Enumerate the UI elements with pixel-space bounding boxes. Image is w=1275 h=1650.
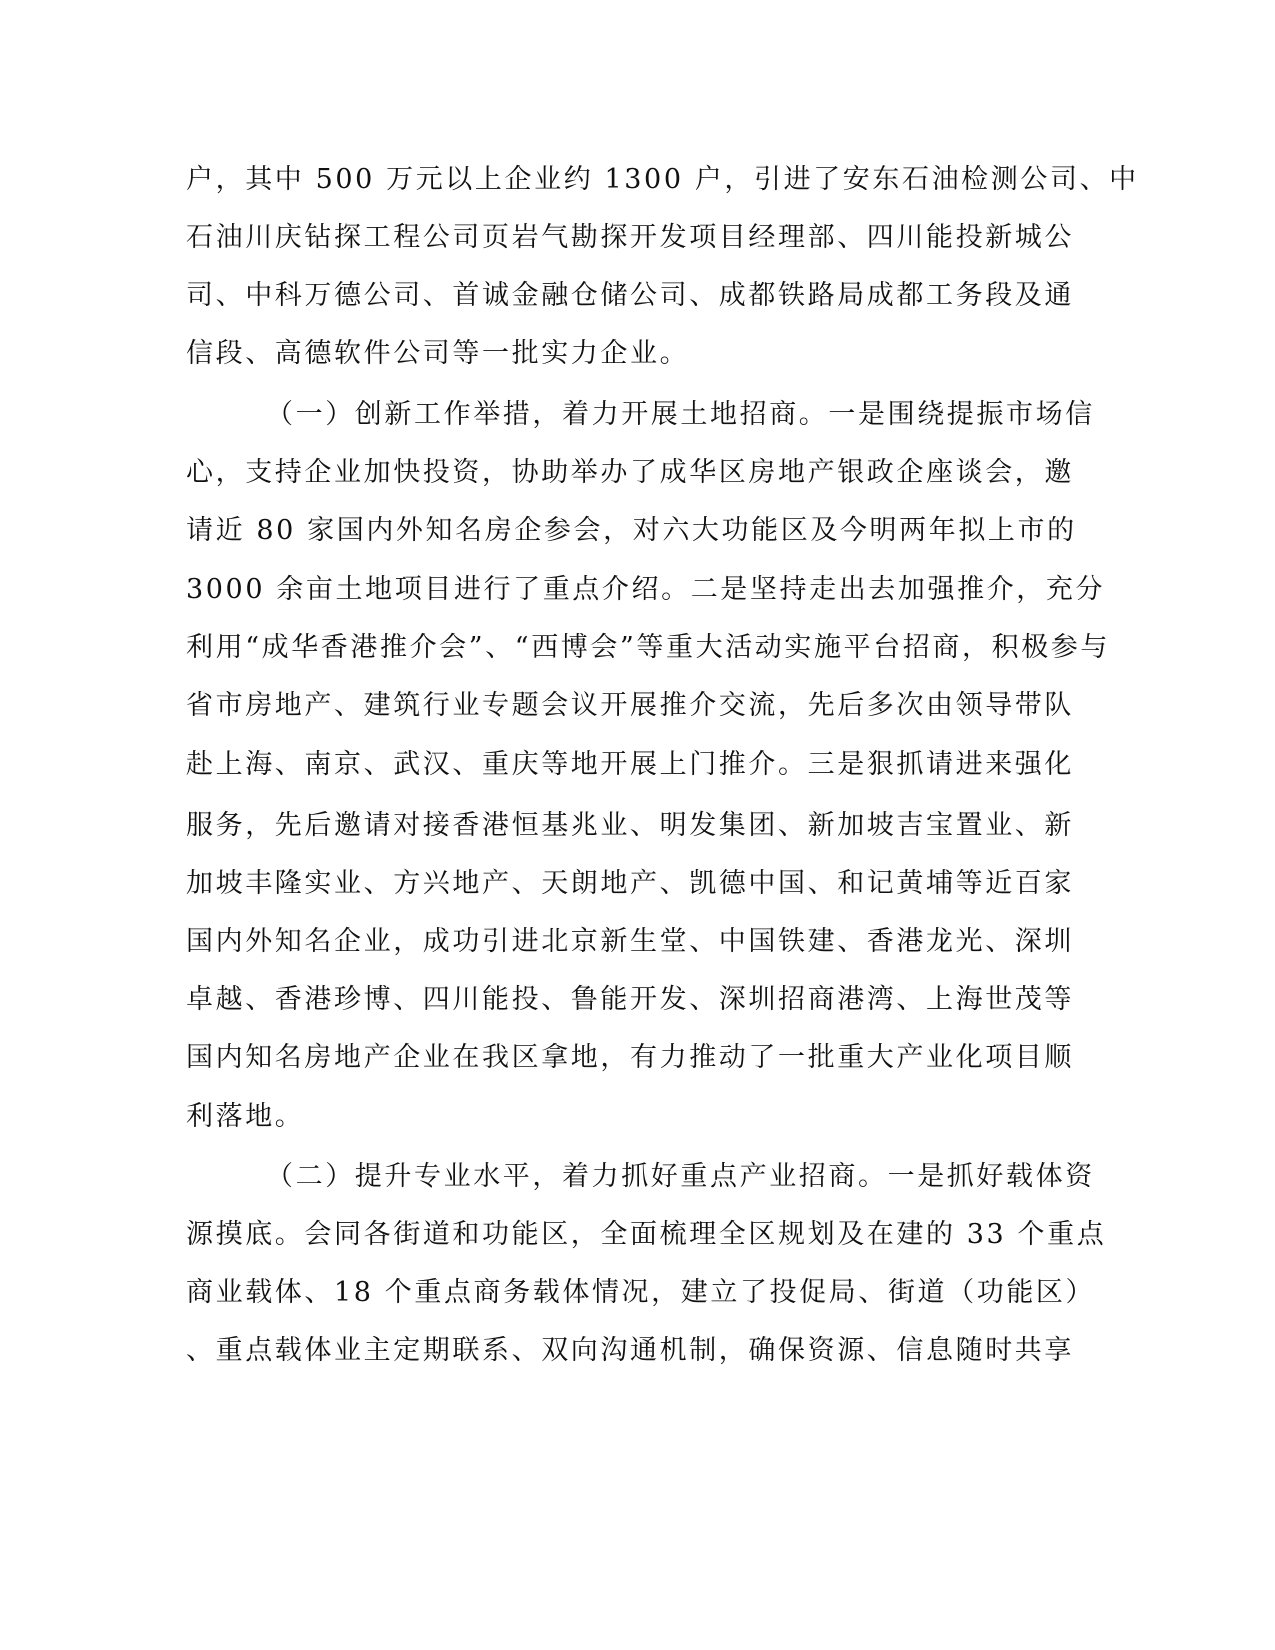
text-line: 利落地。	[186, 1101, 305, 1132]
text-line: 赴上海、南京、武汉、重庆等地开展上门推介。三是狠抓请进来强化	[186, 749, 1074, 780]
paragraph-2-first-line: （二）提升专业水平，着力抓好重点产业招商。一是抓好载体资	[266, 1161, 1095, 1192]
text-line: 省市房地产、建筑行业专题会议开展推介交流，先后多次由领导带队	[186, 690, 1074, 721]
text-line: 心，支持企业加快投资，协助举办了成华区房地产银政企座谈会，邀	[186, 457, 1074, 488]
paragraph-1-first-line: （一）创新工作举措，着力开展土地招商。一是围绕提振市场信	[266, 399, 1095, 430]
text-line: 商业载体、18 个重点商务载体情况，建立了投促局、街道（功能区）	[186, 1277, 1096, 1308]
text-line: 服务，先后邀请对接香港恒基兆业、明发集团、新加坡吉宝置业、新	[186, 810, 1074, 841]
text-line: 司、中科万德公司、首诚金融仓储公司、成都铁路局成都工务段及通	[186, 280, 1074, 311]
text-line: 信段、高德软件公司等一批实力企业。	[186, 338, 690, 369]
text-line: 国内知名房地产企业在我区拿地，有力推动了一批重大产业化项目顺	[186, 1042, 1074, 1073]
text-line: 3000 余亩土地项目进行了重点介绍。二是坚持走出去加强推介，充分	[186, 574, 1106, 605]
text-line: 源摸底。会同各街道和功能区，全面梳理全区规划及在建的 33 个重点	[186, 1219, 1107, 1250]
text-line: 户，其中 500 万元以上企业约 1300 户，引进了安东石油检测公司、中	[186, 164, 1139, 195]
text-line: 加坡丰隆实业、方兴地产、天朗地产、凯德中国、和记黄埔等近百家	[186, 868, 1074, 899]
text-line: 卓越、香港珍博、四川能投、鲁能开发、深圳招商港湾、上海世茂等	[186, 984, 1074, 1015]
text-line: 石油川庆钻探工程公司页岩气勘探开发项目经理部、四川能投新城公	[186, 222, 1074, 253]
text-line: 国内外知名企业，成功引进北京新生堂、中国铁建、香港龙光、深圳	[186, 926, 1074, 957]
text-line: 请近 80 家国内外知名房企参会，对六大功能区及今明两年拟上市的	[186, 515, 1077, 546]
text-line: 、重点载体业主定期联系、双向沟通机制，确保资源、信息随时共享	[186, 1335, 1074, 1366]
text-line: 利用“成华香港推介会”、“西博会”等重大活动实施平台招商，积极参与	[186, 632, 1111, 663]
